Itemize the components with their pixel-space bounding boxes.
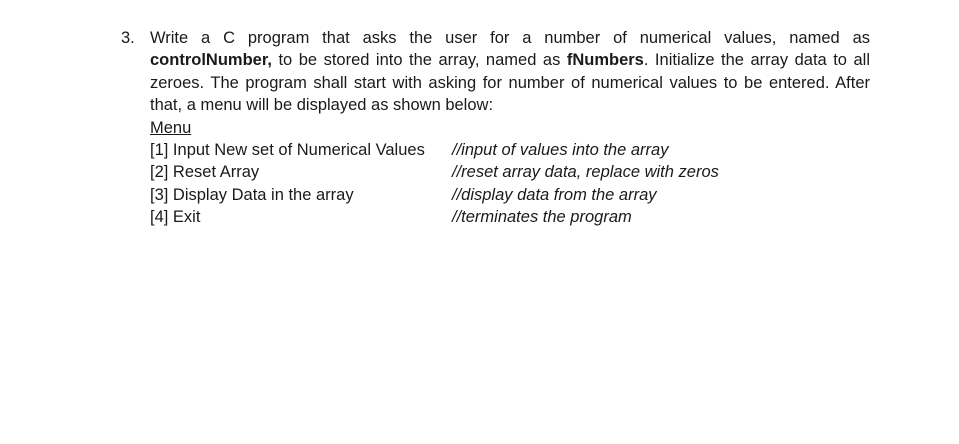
intro-text-2: to be stored into the array, named as [271,51,567,70]
intro-text-3: . Initialize the array data to all zeroes. The program shall start with asking for number of numerical values to be entered. After that, a menu will be displayed as shown below: [150,51,870,115]
menu-item-comment: //reset array data, replace with zeros [452,163,719,182]
menu-item [150,206,870,228]
menu-title: Menu [150,118,192,137]
menu-item-comment: //terminates the program [452,208,632,227]
array-variable-name: fNumbers [566,51,644,70]
menu-item [150,161,870,183]
menu-item-label: [4] Exit [150,208,201,227]
question-paragraph [150,27,870,117]
menu-item [150,184,870,206]
menu-item-label: [2] Reset Array [150,163,260,182]
menu-item [150,139,870,161]
menu-item-label: [1] Input New set of Numerical Values [150,141,425,160]
menu-item-label: [3] Display Data in the array [150,185,354,204]
menu-item-comment: //display data from the array [452,185,657,204]
menu-block [150,117,870,229]
question-body [150,27,870,229]
menu-item-comment: //input of values into the array [452,141,669,160]
control-variable-name: controlNumber, [150,51,272,70]
intro-text-1: Write a C program that asks the user for a number of numerical values, named as [150,29,870,47]
question-number: 3. [121,29,135,47]
